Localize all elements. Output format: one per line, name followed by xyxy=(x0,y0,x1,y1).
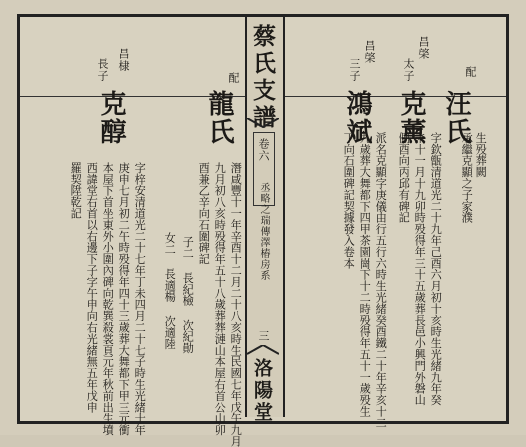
branch-label: 丞略之瑞傳澤樁房系 xyxy=(258,182,269,281)
kexun-text-3: 側酉向丙邱有碑記 xyxy=(397,132,411,224)
divider-right xyxy=(281,96,506,97)
long-daughters: 女二 長適楊 次適陸 xyxy=(163,232,177,350)
kechun-name: 克醇 xyxy=(96,90,126,146)
hongbin-relation-right: 昌棨 xyxy=(363,40,376,64)
page-number: 三 xyxy=(257,330,270,342)
kechun-text-5: 羅契陞乾記 xyxy=(69,162,83,219)
long-sons: 子二 長紀檢 次紀勛 xyxy=(181,236,195,354)
hongbin-name: 鴻斌 xyxy=(342,90,372,146)
kechun-relation-right: 昌棣 xyxy=(117,48,130,72)
long-text-3: 酉兼乙辛向石圍碑記 xyxy=(197,162,211,265)
wang-birth-text: 生殁葬闕 xyxy=(474,132,488,178)
wang-adopt-text: 承繼克顯之子家濮 xyxy=(460,132,474,224)
long-name: 龍氏 xyxy=(204,90,234,146)
wang-role: 配 xyxy=(464,66,477,78)
hongbin-text-1: 派名克顯字庚儀由行五行六時生光緒癸酉鐵二十年辛亥十二 xyxy=(374,132,388,429)
hongbin-text-2: 九歲葬大舞都下四甲茶園崗下十二時殁得年五十一歲殁生 xyxy=(358,132,372,417)
wang-name: 汪氏 xyxy=(441,90,471,146)
book-title: 蔡氏支譜 xyxy=(249,24,276,132)
kechun-text-3: 本屋下首坐東外小圍內碑向乾巽殺裳頁元年秋前出生墳 xyxy=(101,162,115,436)
hongbin-relation-left: 三子 xyxy=(348,58,361,82)
kexun-name: 克薰 xyxy=(396,90,426,146)
chevron-ornament-top xyxy=(247,118,279,128)
chevron-ornament-bottom xyxy=(247,345,279,355)
kechun-text-4: 西諱堂右首以右邊下子字午申向右光緒無五年戊申 xyxy=(85,162,99,413)
long-text-1: 潛咸豐十一年辛酉十二月二十八亥時生民國七年戊午九月 xyxy=(229,162,243,447)
long-role: 配 xyxy=(227,72,240,84)
hongbin-text-3: 丁向石圍碑記契據發入卷本 xyxy=(342,132,356,269)
kexun-relation-right: 昌棨 xyxy=(417,36,430,60)
kexun-relation-left: 太子 xyxy=(402,58,415,82)
hall-name: 洛陽堂 xyxy=(251,358,273,424)
kechun-text-2: 庚申七月初二午時殁得年四十三歲葬大舞都下甲三元衝 xyxy=(117,162,131,436)
kechun-relation-left: 長子 xyxy=(96,58,109,82)
kexun-text-1: 字欽甑清道光二十九年己酉六月初十亥時生光緒九年癸 xyxy=(429,132,443,406)
long-text-2: 九月初八亥時殁得年五十八歲葬葬漣山本屋右首公山卯 xyxy=(213,162,227,436)
volume-label: 卷六 xyxy=(257,138,270,162)
kechun-text-1: 字梓安清道光二十七年丁未四月二十七子時生光緒十年 xyxy=(133,162,147,436)
kexun-text-2: 未十一月十九卯時殁得年三十五歲葬長邑小興門外磐山 xyxy=(413,132,427,406)
